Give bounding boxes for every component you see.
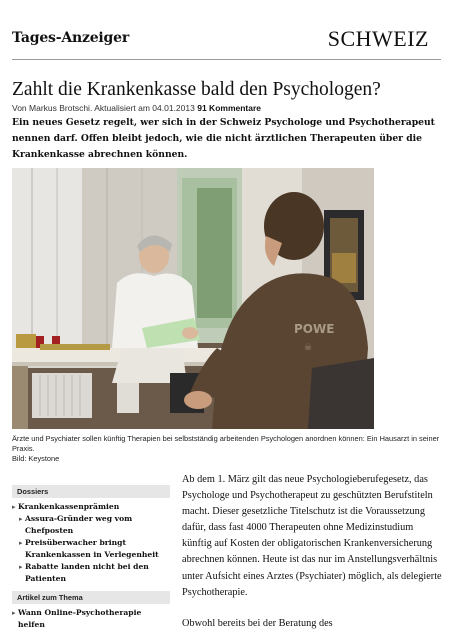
dossier-topic-link[interactable] xyxy=(12,501,170,513)
triangle-right-icon: ▸ xyxy=(19,515,23,523)
related-articles-list xyxy=(12,604,170,637)
related-article-label: Wann Online-Psychotherapie helfen xyxy=(18,608,142,629)
svg-text:☠: ☠ xyxy=(304,343,313,353)
masthead-divider xyxy=(12,59,441,60)
related-article-link[interactable] xyxy=(12,607,170,631)
dossier-topic-label: Krankenkassenprämien xyxy=(18,502,120,511)
photo-caption xyxy=(12,434,441,464)
dossier-article-link[interactable] xyxy=(12,513,170,537)
section-title: SCHWEIZ xyxy=(327,26,429,51)
caption-text: Ärzte und Psychiater sollen künftig Therapien bei selbstständig arbeitenden Psychologen anordnen können: Ein Hausarzt in seiner Praxis. xyxy=(12,434,440,453)
triangle-right-icon: ▸ xyxy=(12,503,16,511)
article-body xyxy=(182,472,444,632)
newspaper-logo[interactable]: Tages-Anzeiger xyxy=(12,30,130,46)
dossier-article-label: Assura-Gründer weg vom Chefposten xyxy=(25,514,133,535)
dossiers-list xyxy=(12,498,170,591)
triangle-right-icon: ▸ xyxy=(12,609,16,617)
triangle-right-icon: ▸ xyxy=(19,539,23,547)
body-paragraph: Ab dem 1. März gilt das neue Psychologieberufegesetz, das Psychologe und Psychotherapeut zu geschützten Berufstiteln macht. Dieser gesetzliche Titelschutz ist die Voraussetzung dafür, dass fast 4000 Therapeuten ohne Medizinstudium künftig auf Kosten der obligatorischen Krankenversicherung abrechnen können. Heute ist das nur im Anstellungsverhältnis unter Aufsicht eines Arztes (Psychiater) möglich, als delegierte Psychotherapie. xyxy=(182,474,442,598)
triangle-right-icon: ▸ xyxy=(19,563,23,571)
svg-text:POWE: POWE xyxy=(294,322,335,336)
dossier-article-label: Rabatte landen nicht bei den Patienten xyxy=(25,562,149,583)
dossier-article-label: Preisüberwacher bringt Krankenkassen in Verlegenheit xyxy=(25,538,159,559)
dossier-article-link[interactable] xyxy=(12,537,170,561)
dossier-article-link[interactable] xyxy=(12,561,170,585)
article-photo xyxy=(12,168,374,429)
doctor-consultation-photo xyxy=(12,168,374,429)
dossiers-heading: Dossiers xyxy=(12,485,170,498)
article-headline: Zahlt die Krankenkasse bald den Psychologen? xyxy=(12,79,381,100)
sidebar xyxy=(12,485,170,637)
photo-credit: Bild: Keystone xyxy=(12,454,60,463)
comments-link[interactable]: 91 Kommentare xyxy=(197,103,262,113)
byline xyxy=(12,103,261,113)
byline-author-date: Von Markus Brotschi. Aktualisiert am 04.01.2013 xyxy=(12,103,195,113)
body-paragraph: Obwohl bereits bei der Beratung des xyxy=(182,617,333,629)
masthead xyxy=(12,26,441,60)
related-articles-heading: Artikel zum Thema xyxy=(12,591,170,604)
article-lead: Ein neues Gesetz regelt, wer sich in der Schweiz Psychologe und Psychotherapeut nennen darf. Offen bleibt jedoch, wie die nicht ärztlichen Therapeuten über die Krankenkasse abrechnen können. xyxy=(12,117,435,160)
